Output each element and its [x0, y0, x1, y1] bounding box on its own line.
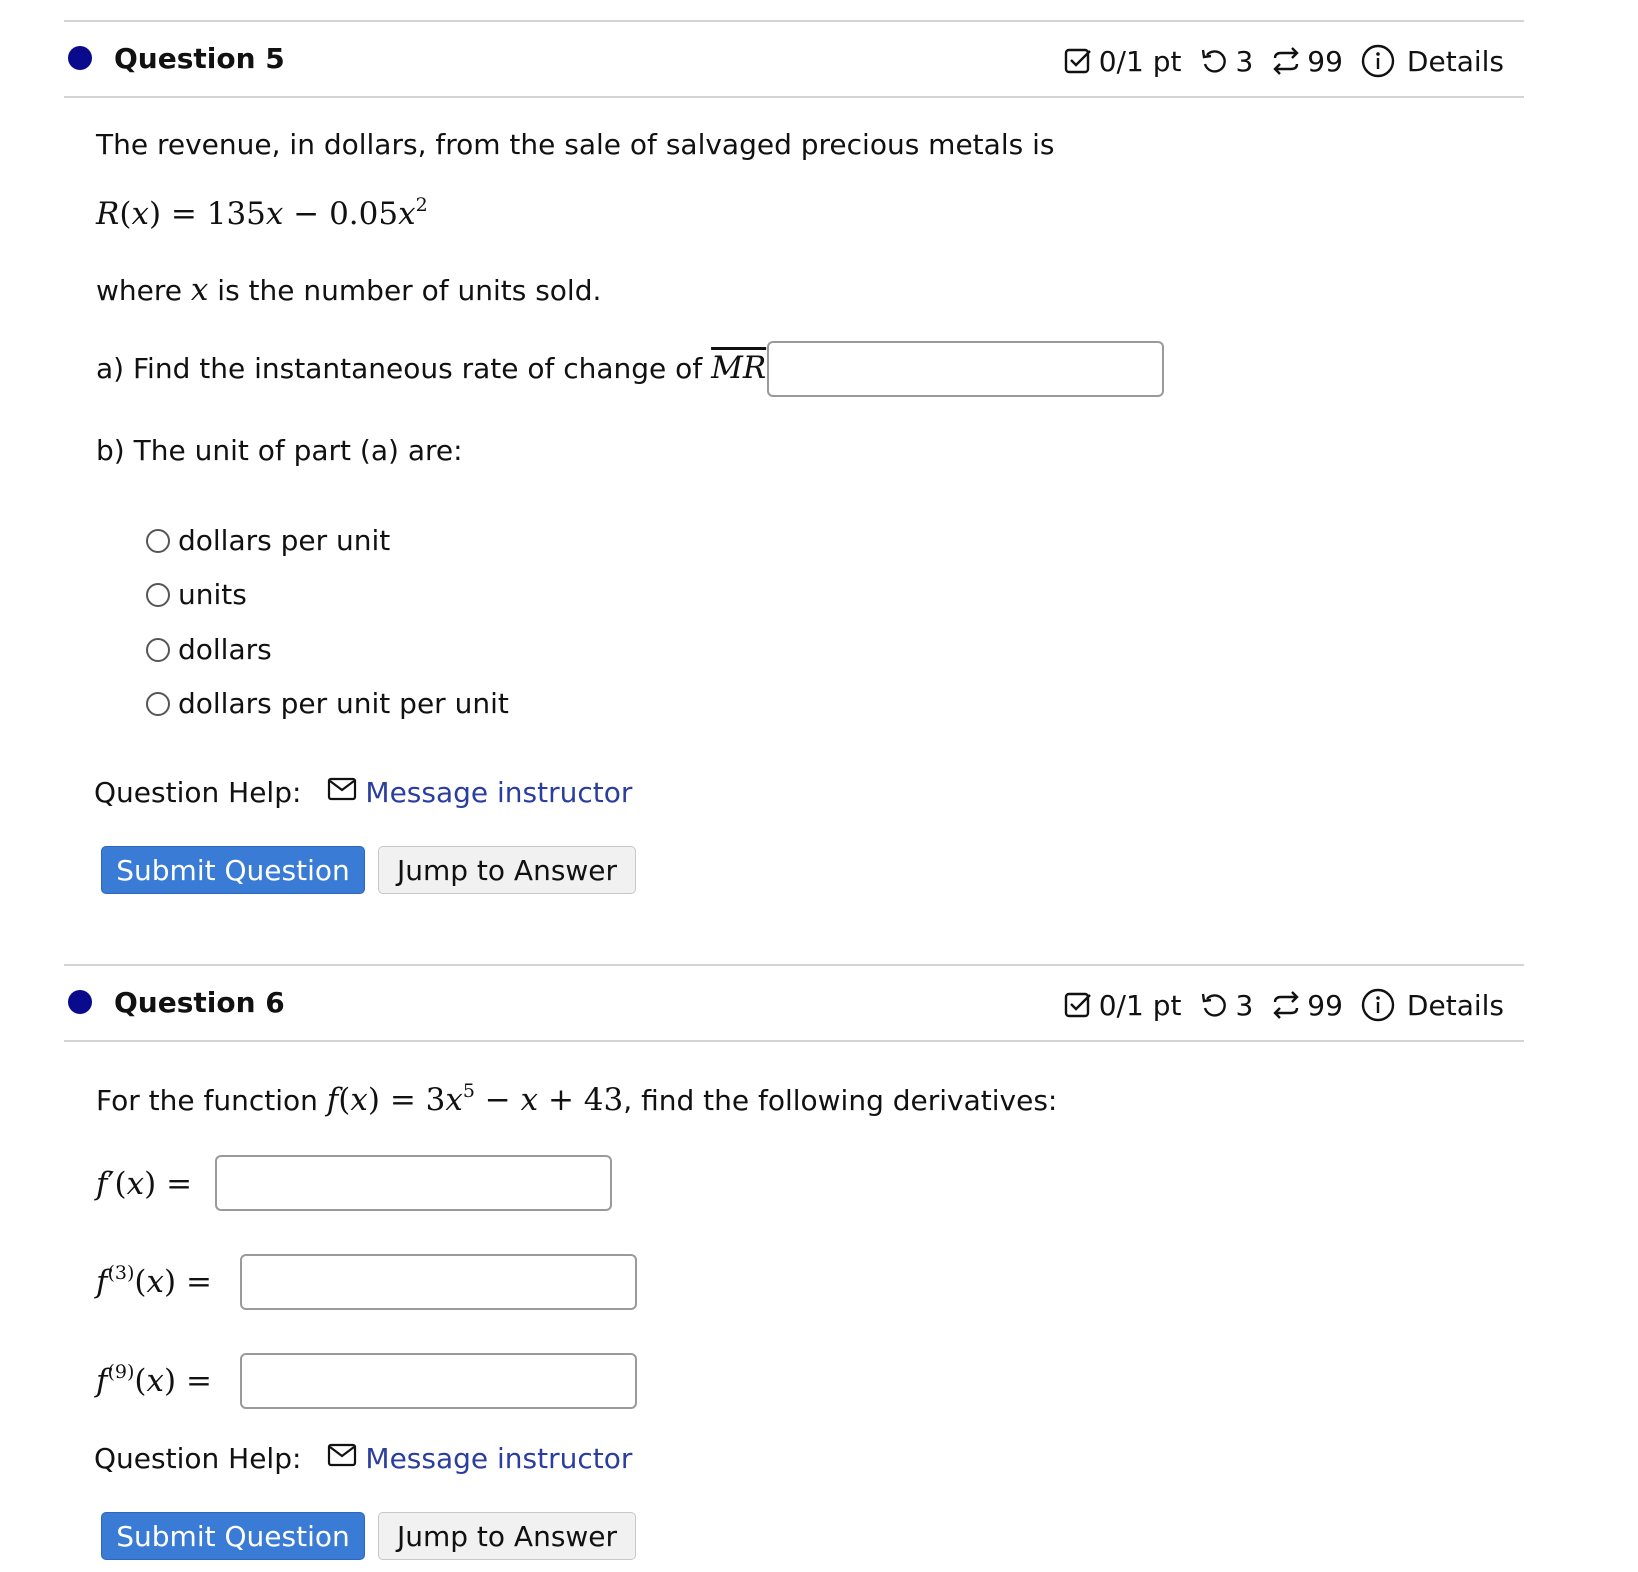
q6-attempts: 99: [1307, 988, 1343, 1022]
q5-header: [64, 22, 1524, 96]
message-instructor-link[interactable]: Message instructor: [365, 776, 633, 809]
option-label: units: [178, 578, 247, 611]
q5-option-4[interactable]: [146, 687, 509, 720]
option-label: dollars per unit: [178, 524, 391, 557]
q5-submit-button[interactable]: Submit Question: [101, 846, 365, 894]
q5-option-2[interactable]: [146, 578, 247, 611]
option-label: dollars: [178, 633, 272, 666]
q6-retries: 3: [1235, 988, 1254, 1022]
mail-icon[interactable]: [327, 1442, 357, 1475]
info-icon[interactable]: [1361, 44, 1395, 78]
q5-equation: $R(x) = 135x - 0.05x^2$: [96, 194, 428, 232]
q6-points: 0/1 pt: [1098, 988, 1182, 1022]
q5-intro: The revenue, in dollars, from the sale of salvaged precious metals is: [96, 128, 1055, 161]
q6-ninth-derivative-label: $f^{(9)}(x)$ =: [96, 1361, 212, 1399]
retry-icon: [1199, 46, 1229, 76]
q6-question-help: [94, 1442, 632, 1475]
q6-details-link[interactable]: Details: [1406, 988, 1504, 1022]
q6-jump-to-answer-button[interactable]: Jump to Answer: [378, 1512, 636, 1560]
q5-option-1[interactable]: [146, 524, 390, 557]
checkbox-icon: [1063, 46, 1093, 76]
q6-first-derivative-input[interactable]: [215, 1155, 612, 1211]
mr-bar: $\overline{MR}$: [711, 350, 767, 386]
q6-header-divider: [64, 1040, 1524, 1042]
checkbox-icon: [1063, 990, 1093, 1020]
q5-part-b-prompt: b) The unit of part (a) are:: [96, 434, 463, 467]
q5-option-3[interactable]: [146, 633, 272, 666]
q5-status-dot: [68, 46, 92, 70]
q5-title: Question 5: [114, 42, 285, 75]
q6-meta: [1063, 988, 1504, 1022]
option-label: dollars per unit per unit: [178, 687, 509, 720]
q5-jump-to-answer-button[interactable]: Jump to Answer: [378, 846, 636, 894]
info-icon[interactable]: [1361, 988, 1395, 1022]
q6-submit-button[interactable]: Submit Question: [101, 1512, 365, 1560]
mail-icon[interactable]: [327, 776, 357, 809]
q5-meta: [1063, 44, 1504, 78]
radio-button[interactable]: [146, 529, 170, 553]
q6-intro: For the function $f(x) = 3x^5 - x + 43$, find the following derivatives:: [96, 1080, 1058, 1118]
q5-part-a-input[interactable]: [767, 341, 1164, 397]
help-label: Question Help:: [94, 1442, 302, 1475]
q5-attempts: 99: [1307, 44, 1343, 78]
q6-third-derivative-input[interactable]: [240, 1254, 637, 1310]
q5-details-link[interactable]: Details: [1406, 44, 1504, 78]
q6-ninth-derivative-input[interactable]: [240, 1353, 637, 1409]
message-instructor-link[interactable]: Message instructor: [365, 1442, 633, 1475]
q6-title: Question 6: [114, 986, 285, 1019]
q6-third-derivative-label: $f^{(3)}(x)$ =: [96, 1262, 212, 1300]
radio-button[interactable]: [146, 692, 170, 716]
attempts-icon: [1271, 46, 1301, 76]
attempts-icon: [1271, 990, 1301, 1020]
q5-part-a-prompt: a) Find the instantaneous rate of change of $\overline{MR}$: [96, 350, 767, 386]
q6-header: [64, 966, 1524, 1040]
q5-where-text: where x is the number of units sold.: [96, 272, 602, 308]
radio-button[interactable]: [146, 638, 170, 662]
q5-header-divider: [64, 96, 1524, 98]
q6-status-dot: [68, 990, 92, 1014]
radio-button[interactable]: [146, 583, 170, 607]
q5-points: 0/1 pt: [1098, 44, 1182, 78]
q5-retries: 3: [1235, 44, 1254, 78]
q6-first-derivative-label: f′(x) =: [96, 1166, 193, 1202]
retry-icon: [1199, 990, 1229, 1020]
q5-question-help: [94, 776, 632, 809]
help-label: Question Help:: [94, 776, 302, 809]
